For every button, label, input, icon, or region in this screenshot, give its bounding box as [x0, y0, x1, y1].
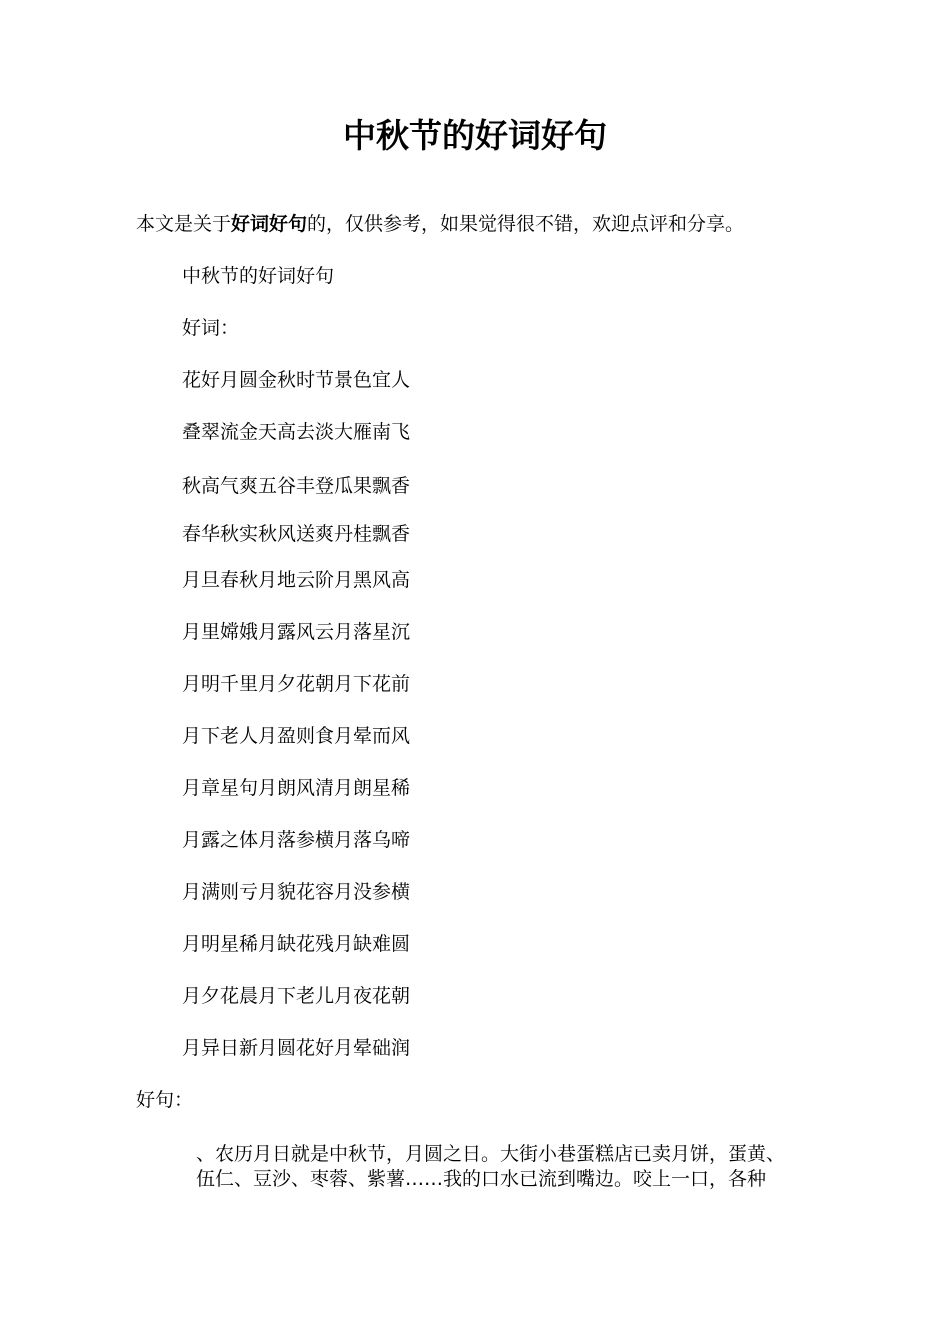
word-line: 叠翠流金天高去淡大雁南飞	[182, 421, 411, 443]
word-line: 月里嫦娥月露风云月落星沉	[182, 621, 411, 643]
intro-text-after: 的，仅供参考，如果觉得很不错，欢迎点评和分享。	[307, 213, 745, 235]
word-line: 花好月圆金秋时节景色宜人	[182, 369, 411, 391]
word-line: 月露之体月落参横月落乌啼	[182, 829, 411, 851]
word-line: 月章星句月朗风清月朗星稀	[182, 777, 411, 799]
sentence-line: 、农历月日就是中秋节，月圆之日。大街小巷蛋糕店已卖月饼，蛋黄、	[196, 1143, 786, 1165]
word-line: 月旦春秋月地云阶月黑风高	[182, 569, 411, 591]
sentence-line: 伍仁、豆沙、枣蓉、紫薯……我的口水已流到嘴边。咬上一口，各种	[196, 1168, 767, 1190]
word-line: 春华秋实秋风送爽丹桂飘香	[182, 523, 411, 545]
word-line: 月明千里月夕花朝月下花前	[182, 673, 411, 695]
sentences-heading: 好句：	[136, 1089, 194, 1111]
word-line: 月下老人月盈则食月晕而风	[182, 725, 411, 747]
word-line: 月明星稀月缺花残月缺难圆	[182, 933, 411, 955]
intro-text-before: 本文是关于	[136, 213, 232, 235]
subtitle: 中秋节的好词好句	[182, 265, 335, 287]
word-line: 月夕花晨月下老儿月夜花朝	[182, 985, 411, 1007]
page-title: 中秋节的好词好句	[343, 116, 607, 155]
word-line: 月满则亏月貌花容月没参横	[182, 881, 411, 903]
word-line: 秋高气爽五谷丰登瓜果飘香	[182, 475, 411, 497]
intro-text-bold: 好词好句	[231, 213, 308, 235]
intro-paragraph	[136, 210, 744, 238]
sentence-paragraph	[196, 1142, 826, 1192]
word-line: 月异日新月圆花好月晕础润	[182, 1037, 411, 1059]
words-heading: 好词：	[182, 317, 240, 339]
